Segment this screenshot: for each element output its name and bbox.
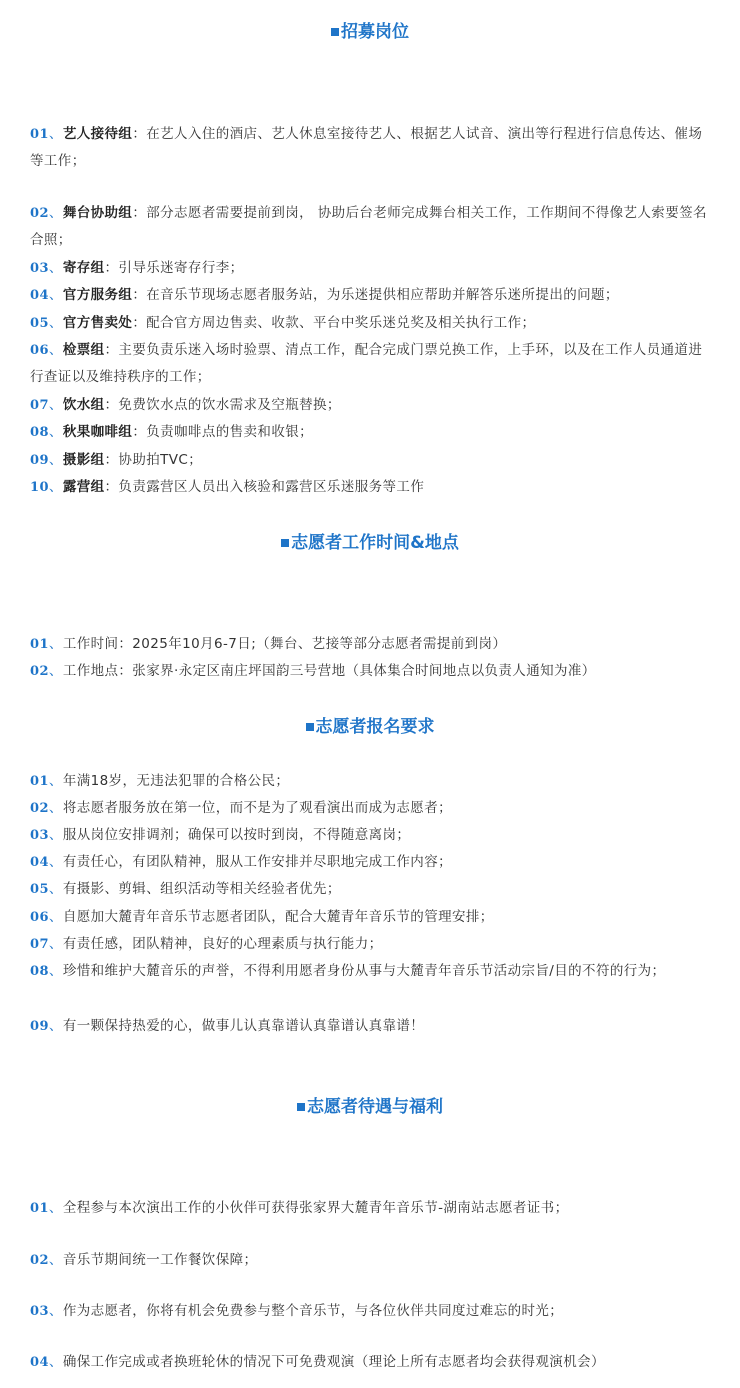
list-item: 01、工作时间：2025年10月6-7日;（舞台、艺接等部分志愿者需提前到岗） xyxy=(30,636,507,652)
list-item: 04、确保工作完成或者换班轮休的情况下可免费观演（理论上所有志愿者均会获得观演机会） xyxy=(30,1354,605,1370)
list-item: 06、检票组：主要负责乐迷入场时验票、清点工作，配合完成门票兑换工作，上手环，以及在工作人员通道进行查证以及维持秩序的工作； xyxy=(30,342,703,385)
list-item: 01、全程参与本次演出工作的小伙伴可获得张家界大麓青年音乐节-湖南站志愿者证书； xyxy=(30,1200,569,1216)
list-item: 09、有一颗保持热爱的心，做事儿认真靠谱认真靠谱认真靠谱！ xyxy=(30,1018,425,1034)
list-item: 08、珍惜和维护大麓音乐的声誉，不得利用愿者身份从事与大麓青年音乐节活动宗旨/目的不符的行为； xyxy=(30,963,666,979)
list-item: 10、露营组：负责露营区人员出入核验和露营区乐迷服务等工作 xyxy=(30,479,425,495)
list-item: 09、摄影组：协助拍TVC； xyxy=(30,452,203,468)
list-item: 06、自愿加大麓青年音乐节志愿者团队，配合大麓青年音乐节的管理安排； xyxy=(30,909,494,925)
section-heading-requirements: 志愿者报名要求 xyxy=(0,715,740,739)
list-item: 04、有责任心，有团队精神，服从工作安排并尽职地完成工作内容； xyxy=(30,854,453,870)
list-item: 02、将志愿者服务放在第一位，而不是为了观看演出而成为志愿者； xyxy=(30,800,453,816)
list-item: 07、有责任感，团队精神，良好的心理素质与执行能力； xyxy=(30,936,383,952)
list-item: 07、饮水组：免费饮水点的饮水需求及空瓶替换； xyxy=(30,397,341,413)
list-item: 02、工作地点：张家界·永定区南庄坪国韵三号营地（具体集合时间地点以负责人通知为准） xyxy=(30,663,596,679)
list-item: 01、年满18岁，无违法犯罪的合格公民； xyxy=(30,773,290,789)
section-heading-benefits: 志愿者待遇与福利 xyxy=(0,1095,740,1119)
list-item: 03、寄存组：引导乐迷寄存行李； xyxy=(30,260,244,276)
list-item: 02、音乐节期间统一工作餐饮保障； xyxy=(30,1252,258,1268)
list-item: 03、作为志愿者，你将有机会免费参与整个音乐节，与各位伙伴共同度过难忘的时光； xyxy=(30,1303,564,1319)
list-item: 05、有摄影、剪辑、组织活动等相关经验者优先； xyxy=(30,881,341,897)
list-item: 04、官方服务组：在音乐节现场志愿者服务站，为乐迷提供相应帮助并解答乐迷所提出的问题； xyxy=(30,287,619,303)
section-heading-time-place: 志愿者工作时间&地点 xyxy=(0,531,740,555)
square-bullet-icon xyxy=(331,28,339,36)
list-item: 05、官方售卖处：配合官方周边售卖、收款、平台中奖乐迷兑奖及相关执行工作； xyxy=(30,315,536,331)
list-item: 02、舞台协助组：部分志愿者需要提前到岗， 协助后台老师完成舞台相关工作，工作期间不得像艺人索要签名合照； xyxy=(30,205,707,248)
square-bullet-icon xyxy=(306,723,314,731)
list-item: 03、服从岗位安排调剂；确保可以按时到岗，不得随意离岗； xyxy=(30,827,411,843)
list-item: 01、艺人接待组：在艺人入住的酒店、艺人休息室接待艺人、根据艺人试音、演出等行程进行信息传达、催场等工作； xyxy=(30,126,703,169)
square-bullet-icon xyxy=(281,539,289,547)
list-item: 08、秋果咖啡组：负责咖啡点的售卖和收银； xyxy=(30,424,314,440)
square-bullet-icon xyxy=(297,1103,305,1111)
section-heading-positions: 招募岗位 xyxy=(0,20,740,44)
